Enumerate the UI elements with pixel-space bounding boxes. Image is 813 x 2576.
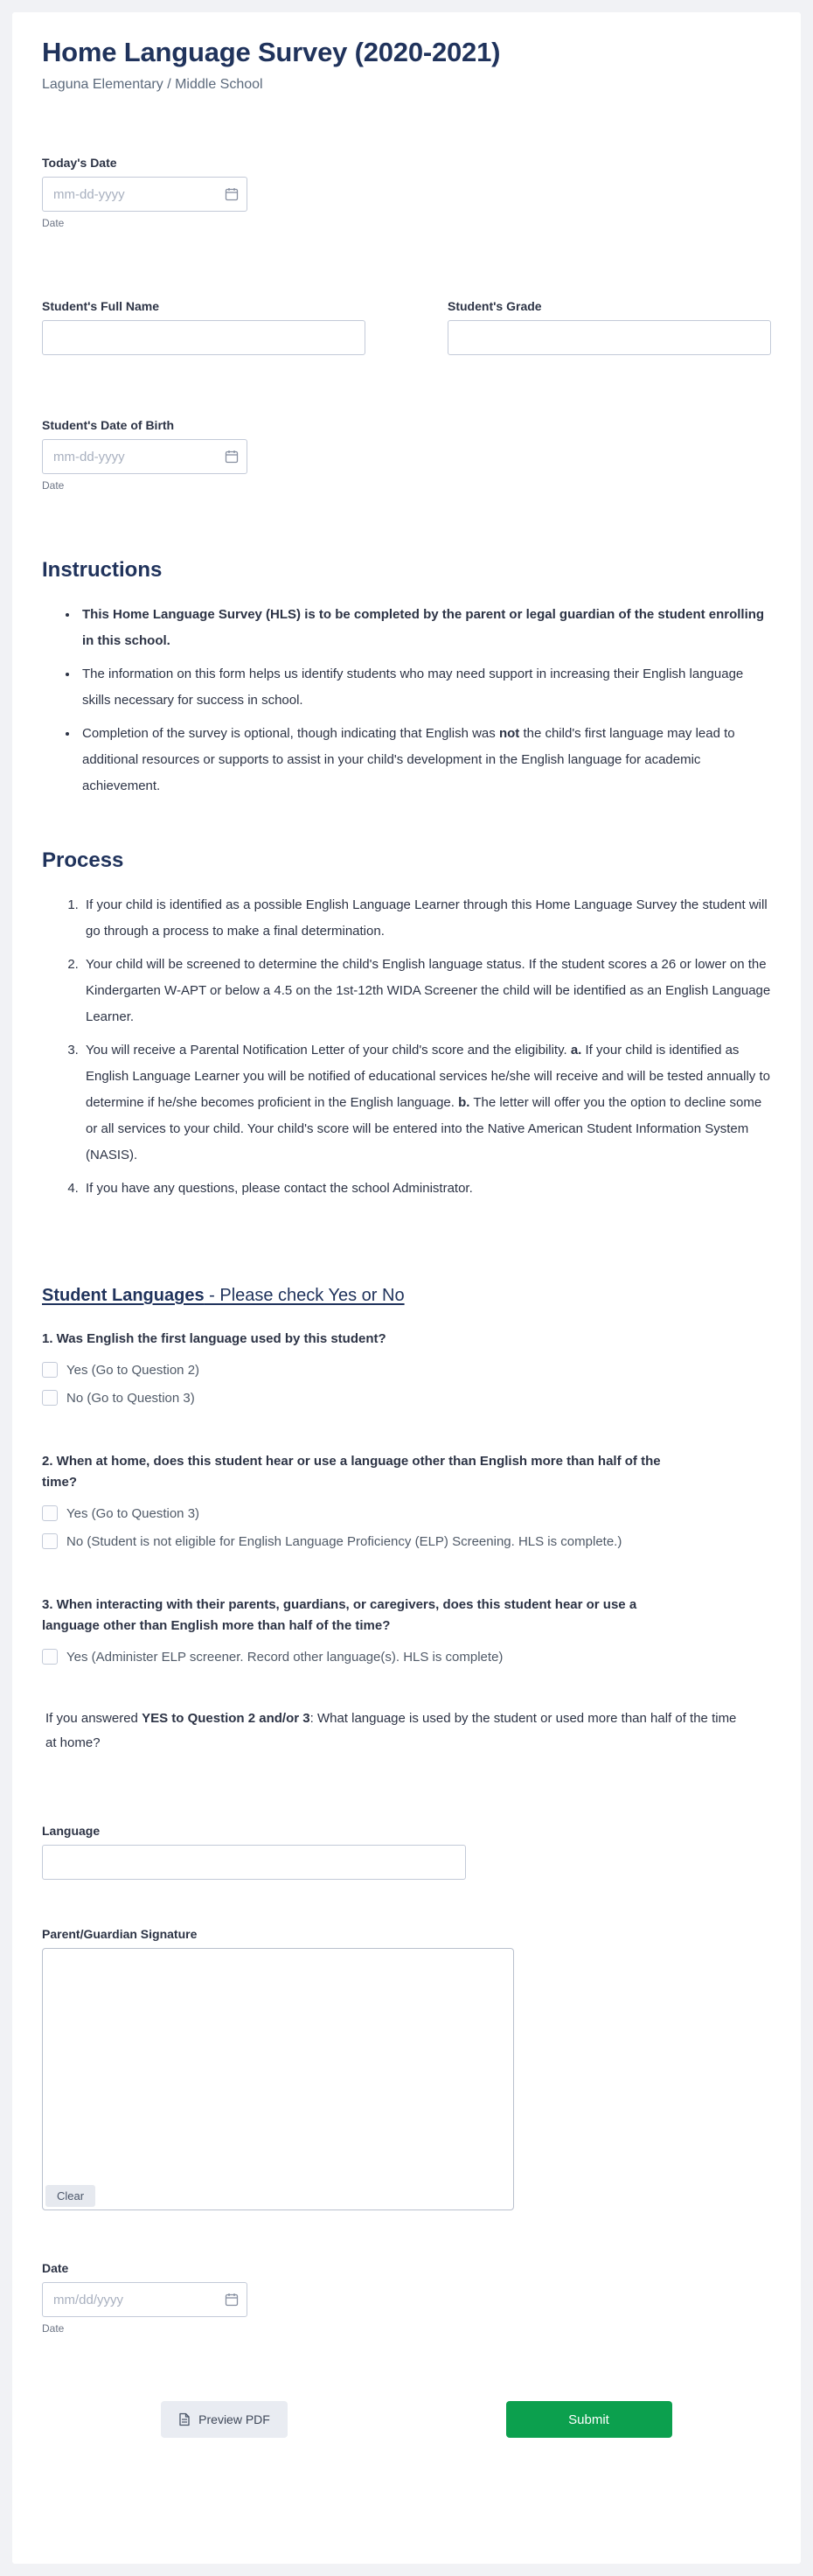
field-language — [42, 1824, 466, 1880]
todays-date-label: Today's Date — [42, 156, 117, 170]
instructions-list — [42, 602, 768, 799]
todays-date-input-wrap — [42, 177, 247, 212]
checkbox[interactable] — [42, 1533, 58, 1549]
checkbox[interactable] — [42, 1362, 58, 1378]
process-item: 1. If your child is identified as a possible English Language Learner through this Home Language Survey the student will go through a process to make a final determination. — [82, 892, 771, 945]
checkbox[interactable] — [42, 1505, 58, 1521]
preview-pdf-button[interactable] — [161, 2401, 288, 2438]
q1-option-no-label: No (Go to Question 3) — [66, 1391, 195, 1406]
form-title: Home Language Survey (2020-2021) — [42, 37, 501, 67]
calendar-icon[interactable] — [225, 450, 239, 464]
q3-option-yes[interactable] — [42, 1647, 771, 1668]
field-student-dob — [42, 418, 771, 492]
q1-option-no[interactable] — [42, 1388, 771, 1409]
instructions-heading: Instructions — [42, 558, 163, 582]
date-input-wrap — [42, 2282, 247, 2317]
student-dob-input-wrap — [42, 439, 247, 474]
student-dob-sublabel: Date — [42, 479, 65, 492]
q2-option-yes[interactable] — [42, 1504, 771, 1525]
field-student-grade — [448, 299, 771, 355]
student-dob-label: Student's Date of Birth — [42, 418, 175, 432]
student-languages-heading-bold: Student Languages — [42, 1286, 205, 1305]
signature-label: Parent/Guardian Signature — [42, 1927, 198, 1941]
q2-option-no[interactable] — [42, 1532, 771, 1553]
followup-text: If you answered YES to Question 2 and/or 3: What language is used by the student or used more than half of the time at home? — [45, 1711, 737, 1750]
date-input[interactable] — [42, 2282, 247, 2317]
student-grade-label: Student's Grade — [448, 299, 542, 313]
preview-button-zone — [42, 2401, 406, 2438]
question-3-text: 3. When interacting with their parents, guardians, or caregivers, does this student hear or use a language other than English more than half of the time? — [42, 1597, 637, 1633]
question-3 — [42, 1595, 771, 1668]
name-grade-row — [42, 299, 771, 355]
process-item: 3. You will receive a Parental Notification Letter of your child's score and the eligibility. a. If your child is identified as English Language Learner you will be notified of educational services he/she will receive and will be tested annually to determine if he/she becomes proficient in the English language. b. The letter will offer you the option to decline some or all services to your child. Your child's score will be entered into the Native American Student Information System (NASIS). — [82, 1037, 771, 1169]
instructions-item: • Completion of the survey is optional, though indicating that English was not the child's first language may lead to additional resources or supports to assist in your child's development in the English language for academic achievement. — [79, 721, 768, 799]
student-dob-input[interactable] — [42, 439, 247, 474]
signature-clear-button[interactable]: Clear — [45, 2185, 95, 2207]
signature-pad[interactable] — [42, 1948, 514, 2210]
student-languages-heading-rest: - Please check Yes or No — [204, 1286, 405, 1305]
field-student-full-name — [42, 299, 365, 355]
process-heading: Process — [42, 848, 124, 872]
submit-button-zone — [406, 2401, 771, 2438]
process-item: 2. Your child will be screened to determine the child's English language status. If the student scores a 26 or lower on the Kindergarten W-APT or below a 4.5 on the 1st-12th WIDA Screener the child will be identified as an English Language Learner. — [82, 952, 771, 1030]
calendar-icon[interactable] — [225, 2293, 239, 2307]
q1-option-yes[interactable] — [42, 1360, 771, 1381]
instructions-item: • This Home Language Survey (HLS) is to be completed by the parent or legal guardian of the student enrolling in this school. — [79, 602, 768, 654]
q2-option-yes-label: Yes (Go to Question 3) — [66, 1506, 200, 1521]
process-item: 4. If you have any questions, please contact the school Administrator. — [82, 1176, 771, 1202]
checkbox[interactable] — [42, 1390, 58, 1406]
todays-date-input[interactable] — [42, 177, 247, 212]
pdf-icon — [178, 2412, 191, 2426]
question-1-text: 1. Was English the first language used by this student? — [42, 1331, 386, 1346]
field-signature — [42, 1927, 771, 2210]
language-input[interactable] — [42, 1845, 466, 1880]
date-sublabel: Date — [42, 2322, 65, 2335]
student-full-name-input[interactable] — [42, 320, 365, 355]
footer-buttons — [42, 2401, 771, 2438]
field-todays-date — [42, 156, 771, 229]
language-label: Language — [42, 1824, 101, 1838]
preview-pdf-label: Preview PDF — [198, 2412, 270, 2426]
field-date — [42, 2261, 771, 2335]
checkbox[interactable] — [42, 1649, 58, 1665]
student-grade-input[interactable] — [448, 320, 771, 355]
todays-date-sublabel: Date — [42, 217, 65, 229]
submit-button[interactable]: Submit — [506, 2401, 672, 2438]
form-header — [42, 37, 771, 93]
date-label: Date — [42, 2261, 69, 2275]
q3-option-yes-label: Yes (Administer ELP screener. Record other language(s). HLS is complete) — [66, 1650, 504, 1665]
calendar-icon[interactable] — [225, 187, 239, 201]
student-languages-heading — [42, 1286, 771, 1306]
question-2-text: 2. When at home, does this student hear or use a language other than English more than half of the time? — [42, 1454, 661, 1490]
question-2 — [42, 1451, 771, 1553]
form-subtitle: Laguna Elementary / Middle School — [42, 77, 263, 92]
q1-option-yes-label: Yes (Go to Question 2) — [66, 1363, 200, 1378]
instructions-item: • The information on this form helps us identify students who may need support in increasing their English language skills necessary for success in school. — [79, 661, 768, 714]
form-card — [12, 12, 801, 2564]
student-full-name-label: Student's Full Name — [42, 299, 160, 313]
q2-option-no-label: No (Student is not eligible for English Language Proficiency (ELP) Screening. HLS is complete.) — [66, 1534, 622, 1549]
process-list — [42, 892, 771, 1202]
question-1 — [42, 1329, 771, 1409]
